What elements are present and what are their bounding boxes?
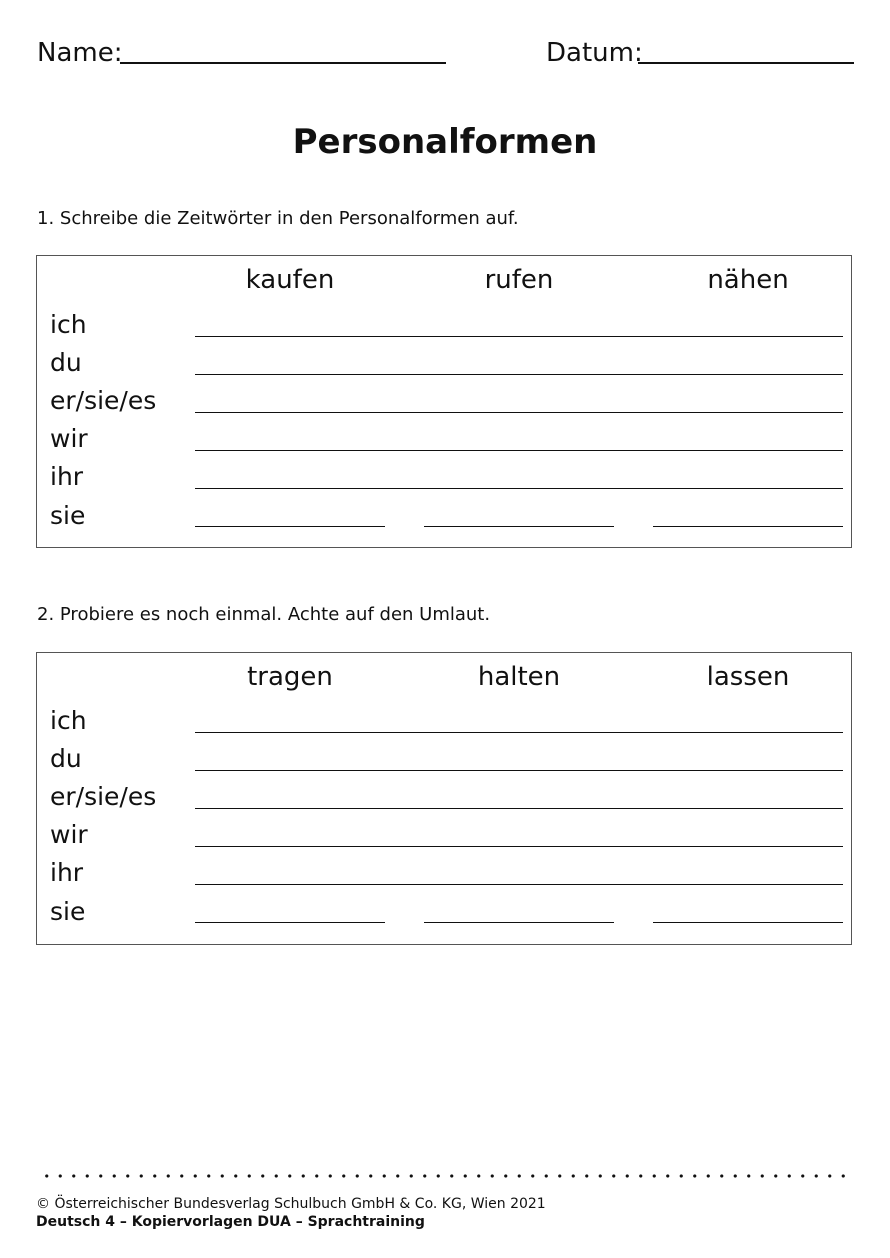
answer-line[interactable] — [195, 374, 843, 375]
pronoun-label: sie — [50, 897, 86, 926]
date-field[interactable] — [638, 62, 854, 64]
answer-line[interactable] — [653, 526, 843, 527]
verb-header: kaufen — [245, 265, 335, 295]
answer-line[interactable] — [195, 922, 385, 923]
date-label: Datum: — [546, 38, 643, 68]
dotted-separator — [40, 1170, 852, 1182]
verb-header: halten — [477, 662, 561, 692]
answer-line[interactable] — [195, 808, 843, 809]
footer-copyright: © Österreichischer Bundesverlag Schulbuch GmbH & Co. KG, Wien 2021 — [36, 1196, 546, 1212]
answer-line[interactable] — [195, 884, 843, 885]
pronoun-label: wir — [50, 820, 88, 849]
pronoun-label: er/sie/es — [50, 386, 157, 415]
exercise-2-box — [36, 652, 852, 945]
footer-series: Deutsch 4 – Kopiervorlagen DUA – Sprachtraining — [36, 1214, 425, 1230]
verb-header: nähen — [707, 265, 789, 295]
verb-header: tragen — [247, 662, 333, 692]
pronoun-label: du — [50, 744, 82, 773]
answer-line[interactable] — [195, 526, 385, 527]
answer-line[interactable] — [424, 922, 614, 923]
pronoun-label: ich — [50, 706, 87, 735]
answer-line[interactable] — [653, 922, 843, 923]
pronoun-label: ihr — [50, 462, 84, 491]
answer-line[interactable] — [195, 846, 843, 847]
page-title: Personalformen — [292, 122, 598, 162]
pronoun-label: wir — [50, 424, 88, 453]
answer-line[interactable] — [424, 526, 614, 527]
pronoun-label: du — [50, 348, 82, 377]
answer-line[interactable] — [195, 412, 843, 413]
pronoun-label: ihr — [50, 858, 84, 887]
pronoun-label: er/sie/es — [50, 782, 157, 811]
exercise-1-box — [36, 255, 852, 548]
answer-line[interactable] — [195, 732, 843, 733]
exercise-2-instruction: 2. Probiere es noch einmal. Achte auf den Umlaut. — [37, 604, 491, 625]
answer-line[interactable] — [195, 336, 843, 337]
answer-line[interactable] — [195, 488, 843, 489]
answer-line[interactable] — [195, 770, 843, 771]
verb-header: rufen — [484, 265, 554, 295]
name-field[interactable] — [120, 62, 446, 64]
answer-line[interactable] — [195, 450, 843, 451]
pronoun-label: ich — [50, 310, 87, 339]
name-label: Name: — [37, 38, 123, 68]
verb-header: lassen — [706, 662, 790, 692]
pronoun-label: sie — [50, 501, 86, 530]
exercise-1-instruction: 1. Schreibe die Zeitwörter in den Personalformen auf. — [37, 208, 519, 229]
